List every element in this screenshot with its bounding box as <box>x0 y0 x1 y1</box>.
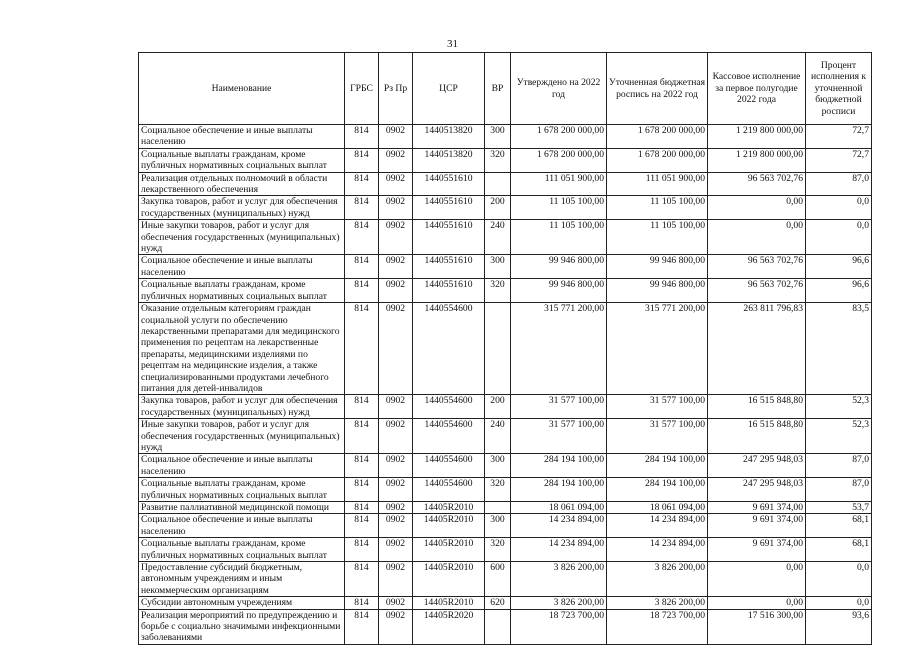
cell-rzpr: 0902 <box>379 196 413 220</box>
cell-grbs: 814 <box>345 502 379 514</box>
table-row <box>139 502 872 514</box>
cell-cash: 9 691 374,00 <box>708 502 806 514</box>
cell-vr <box>485 303 511 395</box>
cell-csr: 1440551610 <box>413 196 485 220</box>
cell-rzpr: 0902 <box>379 172 413 196</box>
cell-cash: 247 295 948,03 <box>708 478 806 502</box>
cell-csr: 14405R2010 <box>413 514 485 538</box>
cell-rzpr: 0902 <box>379 609 413 644</box>
cell-rzpr: 0902 <box>379 220 413 255</box>
cell-vr: 200 <box>485 196 511 220</box>
cell-rzpr: 0902 <box>379 279 413 303</box>
cell-percent: 96,6 <box>806 279 872 303</box>
cell-specified: 31 577 100,00 <box>607 395 708 419</box>
cell-grbs: 814 <box>345 597 379 609</box>
cell-approved: 31 577 100,00 <box>511 419 607 454</box>
table-row <box>139 454 872 478</box>
cell-grbs: 814 <box>345 279 379 303</box>
cell-name: Закупка товаров, работ и услуг для обеспечения государственных (муниципальных) нужд <box>139 395 345 419</box>
cell-cash: 16 515 848,80 <box>708 419 806 454</box>
cell-name: Социальное обеспечение и иные выплаты населению <box>139 454 345 478</box>
cell-name: Иные закупки товаров, работ и услуг для обеспечения государственных (муниципальных) нужд <box>139 419 345 454</box>
cell-specified: 111 051 900,00 <box>607 172 708 196</box>
cell-specified: 18 061 094,00 <box>607 502 708 514</box>
cell-percent: 87,0 <box>806 478 872 502</box>
cell-grbs: 814 <box>345 172 379 196</box>
cell-vr: 620 <box>485 597 511 609</box>
cell-csr: 1440554600 <box>413 395 485 419</box>
cell-grbs: 814 <box>345 538 379 562</box>
cell-csr: 1440551610 <box>413 172 485 196</box>
cell-vr: 320 <box>485 279 511 303</box>
table-row <box>139 597 872 609</box>
table-header-row <box>139 53 872 125</box>
header-vr: ВР <box>485 53 511 125</box>
table-row <box>139 478 872 502</box>
cell-cash: 0,00 <box>708 196 806 220</box>
cell-approved: 31 577 100,00 <box>511 395 607 419</box>
cell-percent: 0,0 <box>806 196 872 220</box>
cell-grbs: 814 <box>345 196 379 220</box>
cell-cash: 9 691 374,00 <box>708 514 806 538</box>
cell-grbs: 814 <box>345 395 379 419</box>
cell-percent: 72,7 <box>806 148 872 172</box>
cell-cash: 96 563 702,76 <box>708 172 806 196</box>
cell-vr: 300 <box>485 255 511 279</box>
cell-cash: 9 691 374,00 <box>708 538 806 562</box>
cell-specified: 11 105 100,00 <box>607 220 708 255</box>
cell-grbs: 814 <box>345 562 379 597</box>
cell-cash: 16 515 848,80 <box>708 395 806 419</box>
cell-name: Субсидии автономным учреждениям <box>139 597 345 609</box>
header-name: Наименование <box>139 53 345 125</box>
cell-csr: 14405R2010 <box>413 538 485 562</box>
table-row <box>139 148 872 172</box>
table-row <box>139 196 872 220</box>
cell-rzpr: 0902 <box>379 419 413 454</box>
cell-vr: 300 <box>485 454 511 478</box>
cell-grbs: 814 <box>345 220 379 255</box>
cell-cash: 96 563 702,76 <box>708 255 806 279</box>
table-row <box>139 538 872 562</box>
cell-percent: 83,5 <box>806 303 872 395</box>
cell-name: Социальные выплаты гражданам, кроме публичных нормативных социальных выплат <box>139 478 345 502</box>
page-number: 31 <box>447 38 458 50</box>
cell-percent: 53,7 <box>806 502 872 514</box>
cell-rzpr: 0902 <box>379 148 413 172</box>
cell-specified: 315 771 200,00 <box>607 303 708 395</box>
cell-specified: 14 234 894,00 <box>607 514 708 538</box>
cell-approved: 3 826 200,00 <box>511 597 607 609</box>
cell-csr: 1440554600 <box>413 478 485 502</box>
cell-grbs: 814 <box>345 419 379 454</box>
cell-name: Социальное обеспечение и иные выплаты населению <box>139 514 345 538</box>
cell-specified: 99 946 800,00 <box>607 255 708 279</box>
cell-approved: 14 234 894,00 <box>511 514 607 538</box>
table-row <box>139 303 872 395</box>
cell-grbs: 814 <box>345 148 379 172</box>
cell-grbs: 814 <box>345 125 379 149</box>
cell-approved: 315 771 200,00 <box>511 303 607 395</box>
cell-specified: 31 577 100,00 <box>607 419 708 454</box>
cell-approved: 284 194 100,00 <box>511 454 607 478</box>
cell-rzpr: 0902 <box>379 303 413 395</box>
cell-rzpr: 0902 <box>379 125 413 149</box>
header-percent: Процент исполнения к уточненной бюджетной росписи <box>806 53 872 125</box>
cell-vr: 300 <box>485 125 511 149</box>
cell-csr: 1440551610 <box>413 255 485 279</box>
cell-approved: 99 946 800,00 <box>511 255 607 279</box>
table-row <box>139 255 872 279</box>
table-row <box>139 419 872 454</box>
cell-name: Социальное обеспечение и иные выплаты населению <box>139 255 345 279</box>
cell-cash: 263 811 796,83 <box>708 303 806 395</box>
cell-csr: 1440513820 <box>413 125 485 149</box>
cell-percent: 72,7 <box>806 125 872 149</box>
cell-percent: 87,0 <box>806 454 872 478</box>
cell-name: Реализация мероприятий по предупреждению и борьбе с социально значимыми инфекционными заболеваниями <box>139 609 345 644</box>
cell-vr: 240 <box>485 419 511 454</box>
table-row <box>139 609 872 644</box>
cell-approved: 3 826 200,00 <box>511 562 607 597</box>
cell-vr: 600 <box>485 562 511 597</box>
cell-cash: 1 219 800 000,00 <box>708 125 806 149</box>
cell-approved: 284 194 100,00 <box>511 478 607 502</box>
cell-grbs: 814 <box>345 303 379 395</box>
cell-approved: 11 105 100,00 <box>511 196 607 220</box>
table-row <box>139 395 872 419</box>
cell-percent: 68,1 <box>806 514 872 538</box>
cell-vr: 200 <box>485 395 511 419</box>
cell-percent: 87,0 <box>806 172 872 196</box>
cell-grbs: 814 <box>345 454 379 478</box>
cell-percent: 0,0 <box>806 597 872 609</box>
header-specified: Уточненная бюджетная роспись на 2022 год <box>607 53 708 125</box>
cell-rzpr: 0902 <box>379 562 413 597</box>
cell-cash: 0,00 <box>708 597 806 609</box>
header-grbs: ГРБС <box>345 53 379 125</box>
cell-specified: 3 826 200,00 <box>607 597 708 609</box>
cell-percent: 52,3 <box>806 419 872 454</box>
cell-name: Предоставление субсидий бюджетным, автономным учреждениям и иным некоммерческим организациям <box>139 562 345 597</box>
cell-approved: 1 678 200 000,00 <box>511 125 607 149</box>
cell-name: Оказание отдельным категориям граждан социальной услуги по обеспечению лекарственными препаратами для медицинского применения по рецептам на лекарственные препараты, медицинскими изделиями по рецептам на медицинские изделия, а также специализированными продуктами лечебного питания для детей-инвалидов <box>139 303 345 395</box>
cell-rzpr: 0902 <box>379 255 413 279</box>
cell-cash: 1 219 800 000,00 <box>708 148 806 172</box>
cell-vr: 300 <box>485 514 511 538</box>
cell-grbs: 814 <box>345 609 379 644</box>
cell-rzpr: 0902 <box>379 514 413 538</box>
cell-approved: 111 051 900,00 <box>511 172 607 196</box>
cell-vr <box>485 609 511 644</box>
table-row <box>139 172 872 196</box>
table-row <box>139 279 872 303</box>
cell-approved: 99 946 800,00 <box>511 279 607 303</box>
cell-csr: 14405R2010 <box>413 597 485 609</box>
cell-csr: 1440554600 <box>413 454 485 478</box>
header-rzpr: Рз Пр <box>379 53 413 125</box>
cell-name: Закупка товаров, работ и услуг для обеспечения государственных (муниципальных) нужд <box>139 196 345 220</box>
cell-approved: 1 678 200 000,00 <box>511 148 607 172</box>
cell-rzpr: 0902 <box>379 502 413 514</box>
cell-specified: 284 194 100,00 <box>607 478 708 502</box>
cell-name: Социальные выплаты гражданам, кроме публичных нормативных социальных выплат <box>139 148 345 172</box>
cell-csr: 1440554600 <box>413 303 485 395</box>
cell-rzpr: 0902 <box>379 454 413 478</box>
cell-name: Развитие паллиативной медицинской помощи <box>139 502 345 514</box>
cell-vr: 320 <box>485 478 511 502</box>
cell-vr <box>485 502 511 514</box>
cell-name: Социальные выплаты гражданам, кроме публичных нормативных социальных выплат <box>139 538 345 562</box>
cell-csr: 1440513820 <box>413 148 485 172</box>
cell-cash: 247 295 948,03 <box>708 454 806 478</box>
cell-specified: 284 194 100,00 <box>607 454 708 478</box>
cell-csr: 1440554600 <box>413 419 485 454</box>
cell-cash: 0,00 <box>708 220 806 255</box>
cell-percent: 52,3 <box>806 395 872 419</box>
cell-percent: 0,0 <box>806 562 872 597</box>
cell-rzpr: 0902 <box>379 597 413 609</box>
header-approved: Утверждено на 2022 год <box>511 53 607 125</box>
cell-name: Социальные выплаты гражданам, кроме публичных нормативных социальных выплат <box>139 279 345 303</box>
cell-csr: 14405R2010 <box>413 562 485 597</box>
cell-approved: 18 061 094,00 <box>511 502 607 514</box>
cell-specified: 99 946 800,00 <box>607 279 708 303</box>
cell-cash: 96 563 702,76 <box>708 279 806 303</box>
cell-rzpr: 0902 <box>379 538 413 562</box>
cell-name: Социальное обеспечение и иные выплаты населению <box>139 125 345 149</box>
cell-grbs: 814 <box>345 255 379 279</box>
header-cash: Кассовое исполнение за первое полугодие 2022 года <box>708 53 806 125</box>
table-row <box>139 220 872 255</box>
cell-rzpr: 0902 <box>379 395 413 419</box>
table-body <box>139 125 872 645</box>
cell-approved: 14 234 894,00 <box>511 538 607 562</box>
cell-csr: 14405R2020 <box>413 609 485 644</box>
cell-grbs: 814 <box>345 478 379 502</box>
cell-approved: 11 105 100,00 <box>511 220 607 255</box>
cell-vr: 320 <box>485 538 511 562</box>
header-csr: ЦСР <box>413 53 485 125</box>
budget-execution-table <box>138 52 872 645</box>
cell-specified: 1 678 200 000,00 <box>607 148 708 172</box>
cell-name: Иные закупки товаров, работ и услуг для обеспечения государственных (муниципальных) нужд <box>139 220 345 255</box>
cell-vr: 320 <box>485 148 511 172</box>
cell-percent: 0,0 <box>806 220 872 255</box>
cell-specified: 1 678 200 000,00 <box>607 125 708 149</box>
cell-rzpr: 0902 <box>379 478 413 502</box>
cell-cash: 0,00 <box>708 562 806 597</box>
cell-percent: 93,6 <box>806 609 872 644</box>
cell-specified: 3 826 200,00 <box>607 562 708 597</box>
cell-vr: 240 <box>485 220 511 255</box>
table-row <box>139 514 872 538</box>
cell-approved: 18 723 700,00 <box>511 609 607 644</box>
table-row <box>139 125 872 149</box>
cell-csr: 1440551610 <box>413 220 485 255</box>
cell-percent: 96,6 <box>806 255 872 279</box>
cell-cash: 17 516 300,00 <box>708 609 806 644</box>
cell-csr: 14405R2010 <box>413 502 485 514</box>
cell-grbs: 814 <box>345 514 379 538</box>
cell-name: Реализация отдельных полномочий в области лекарственного обеспечения <box>139 172 345 196</box>
cell-specified: 18 723 700,00 <box>607 609 708 644</box>
cell-vr <box>485 172 511 196</box>
cell-percent: 68,1 <box>806 538 872 562</box>
cell-specified: 14 234 894,00 <box>607 538 708 562</box>
table-row <box>139 562 872 597</box>
cell-specified: 11 105 100,00 <box>607 196 708 220</box>
cell-csr: 1440551610 <box>413 279 485 303</box>
